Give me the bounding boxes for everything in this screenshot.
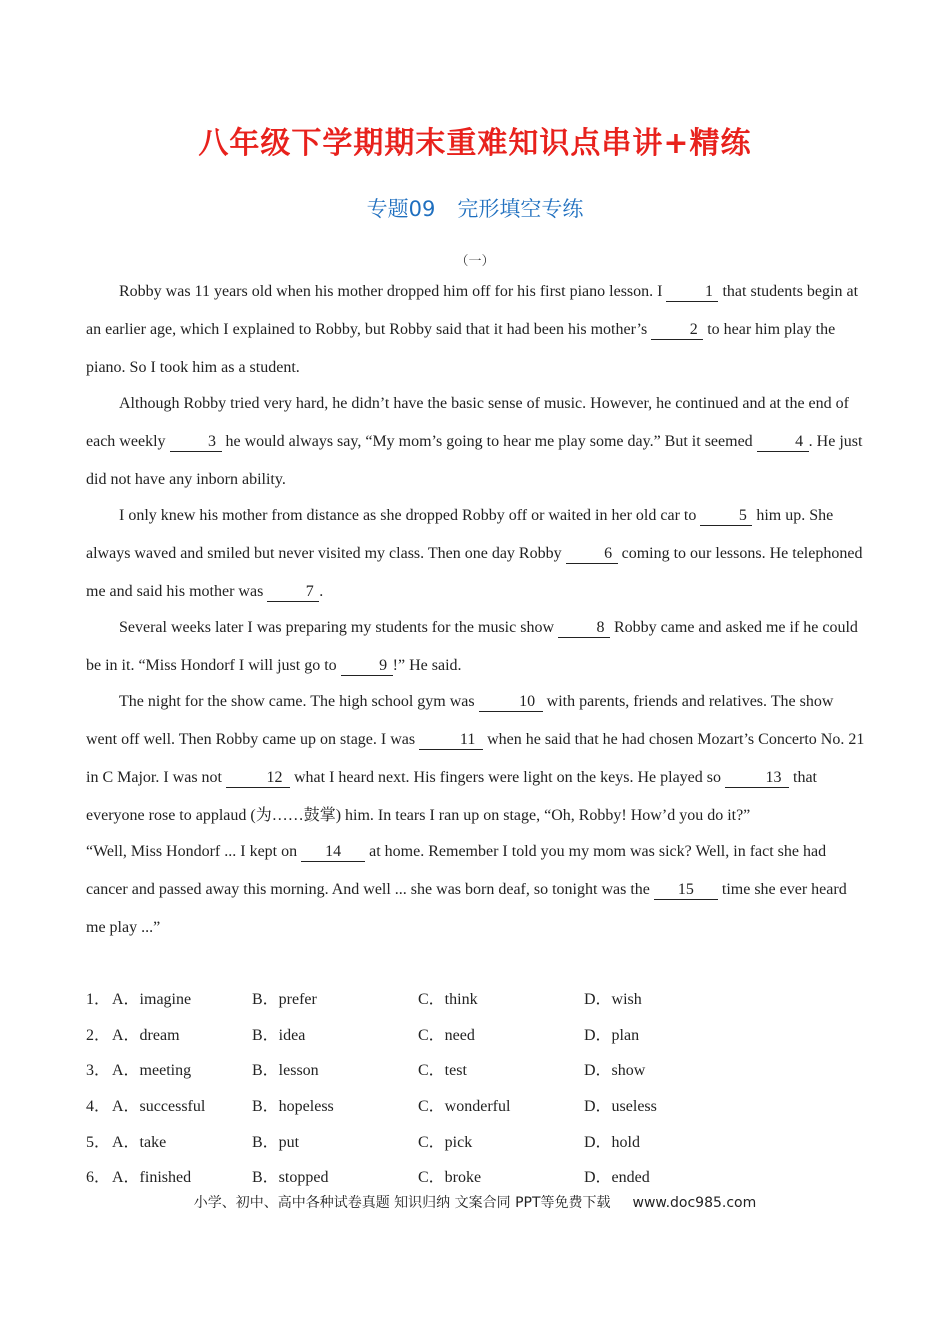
paragraph: Robby was 11 years old when his mother dropped him off for his first piano lesson. I 1 that students begin at an earlier age, which I explained to Robby, but Robby said that it had been his mother’s 2 to hear him play the piano. So I took him as a student. (86, 283, 859, 376)
blank-13: 13 (725, 769, 789, 788)
option-c: C．pick (418, 1133, 473, 1151)
subtitle-name: 完形填空专练 (457, 197, 584, 221)
paragraph: I only knew his mother from distance as she dropped Robby off or waited in her old car to 5 him up. She always waved and smiled but never visited my class. Then one day Robby 6 coming to our lessons. He telephoned me and said his mother was 7 . (86, 507, 863, 600)
option-c: C．test (418, 1062, 467, 1080)
footer-text: 小学、初中、高中各种试卷真题 知识归纳 文案合同 PPT等免费下载 (193, 1195, 611, 1211)
option-d: D．hold (584, 1133, 641, 1151)
blank-8: 8 (558, 619, 610, 638)
option-a: A．dream (112, 1026, 180, 1044)
blank-1: 1 (666, 283, 718, 302)
question-number: 2． (86, 1026, 111, 1044)
option-d: D．plan (584, 1026, 640, 1044)
option-d: D．show (584, 1062, 646, 1080)
blank-10: 10 (479, 693, 543, 712)
question-row (86, 1122, 886, 1158)
section-marker: （一） (455, 254, 495, 269)
cloze-passage (86, 273, 866, 945)
option-d: D．wish (584, 991, 642, 1009)
question-row (86, 980, 886, 1016)
paragraph: Although Robby tried very hard, he didn’t have the basic sense of music. However, he continued and at the end of each weekly 3 he would always say, “My mom’s going to hear me play some day.” But it seemed 4 . He just did not have any inborn ability. (86, 395, 863, 488)
blank-4: 4 (757, 433, 809, 452)
option-d: D．useless (584, 1098, 657, 1116)
option-b: B．hopeless (252, 1098, 334, 1116)
option-b: B．stopped (252, 1169, 329, 1187)
option-d: D．ended (584, 1169, 650, 1187)
option-b: B．prefer (252, 991, 317, 1009)
question-number: 5． (86, 1133, 111, 1151)
question-number: 6． (86, 1169, 111, 1187)
blank-14: 14 (301, 843, 365, 862)
option-a: A．successful (112, 1098, 206, 1116)
option-b: B．put (252, 1133, 300, 1151)
blank-3: 3 (170, 433, 222, 452)
option-a: A．meeting (112, 1062, 192, 1080)
question-row (86, 1016, 886, 1052)
question-number: 1． (86, 991, 111, 1009)
blank-11: 11 (419, 731, 483, 750)
option-c: C．wonderful (418, 1098, 511, 1116)
blank-15: 15 (654, 881, 718, 900)
blank-9: 9 (341, 657, 393, 676)
blank-7: 7 (267, 583, 319, 602)
paragraph: Several weeks later I was preparing my students for the music show 8 Robby came and asked me if he could be in it. “Miss Hondorf I will just go to 9 !” He said. (86, 619, 858, 674)
option-c: C．think (418, 991, 478, 1009)
question-row (86, 1087, 886, 1123)
footer (0, 1192, 950, 1212)
question-row (86, 1158, 886, 1194)
blank-12: 12 (226, 769, 290, 788)
option-a: A．take (112, 1133, 167, 1151)
question-number: 3． (86, 1062, 111, 1080)
question-number: 4． (86, 1098, 111, 1116)
paragraph: The night for the show came. The high school gym was 10 with parents, friends and relatives. The show went off well. Then Robby came up on stage. I was 11 when he said that he had chosen Mozart’s Concerto No. 21 in C Major. I was not 12 what I heard next. His fingers were light on the keys. He played so 13 that everyone rose to applaud (为……鼓掌) him. In tears I ran up on stage, “Oh, Robby! How’d you do it?” (86, 693, 865, 824)
blank-5: 5 (700, 507, 752, 526)
subtitle-number: 专题09 (366, 197, 436, 221)
option-c: C．need (418, 1026, 475, 1044)
option-b: B．lesson (252, 1062, 319, 1080)
page-title: 八年级下学期期末重难知识点串讲+精练 (198, 126, 752, 161)
option-a: A．imagine (112, 991, 192, 1009)
footer-link[interactable]: www.doc985.com (632, 1195, 757, 1211)
blank-6: 6 (566, 545, 618, 564)
options-list (86, 980, 886, 1194)
option-b: B．idea (252, 1026, 306, 1044)
paragraph: “Well, Miss Hondorf ... I kept on 14 at home. Remember I told you my mom was sick? Well, in fact she had cancer and passed away this morning. And well ... she was born deaf, so tonight was the 15 time she ever heard me play ...” (86, 843, 847, 936)
option-c: C．broke (418, 1169, 482, 1187)
section-subtitle (0, 193, 950, 223)
blank-2: 2 (651, 321, 703, 340)
question-row (86, 1051, 886, 1087)
option-a: A．finished (112, 1169, 192, 1187)
